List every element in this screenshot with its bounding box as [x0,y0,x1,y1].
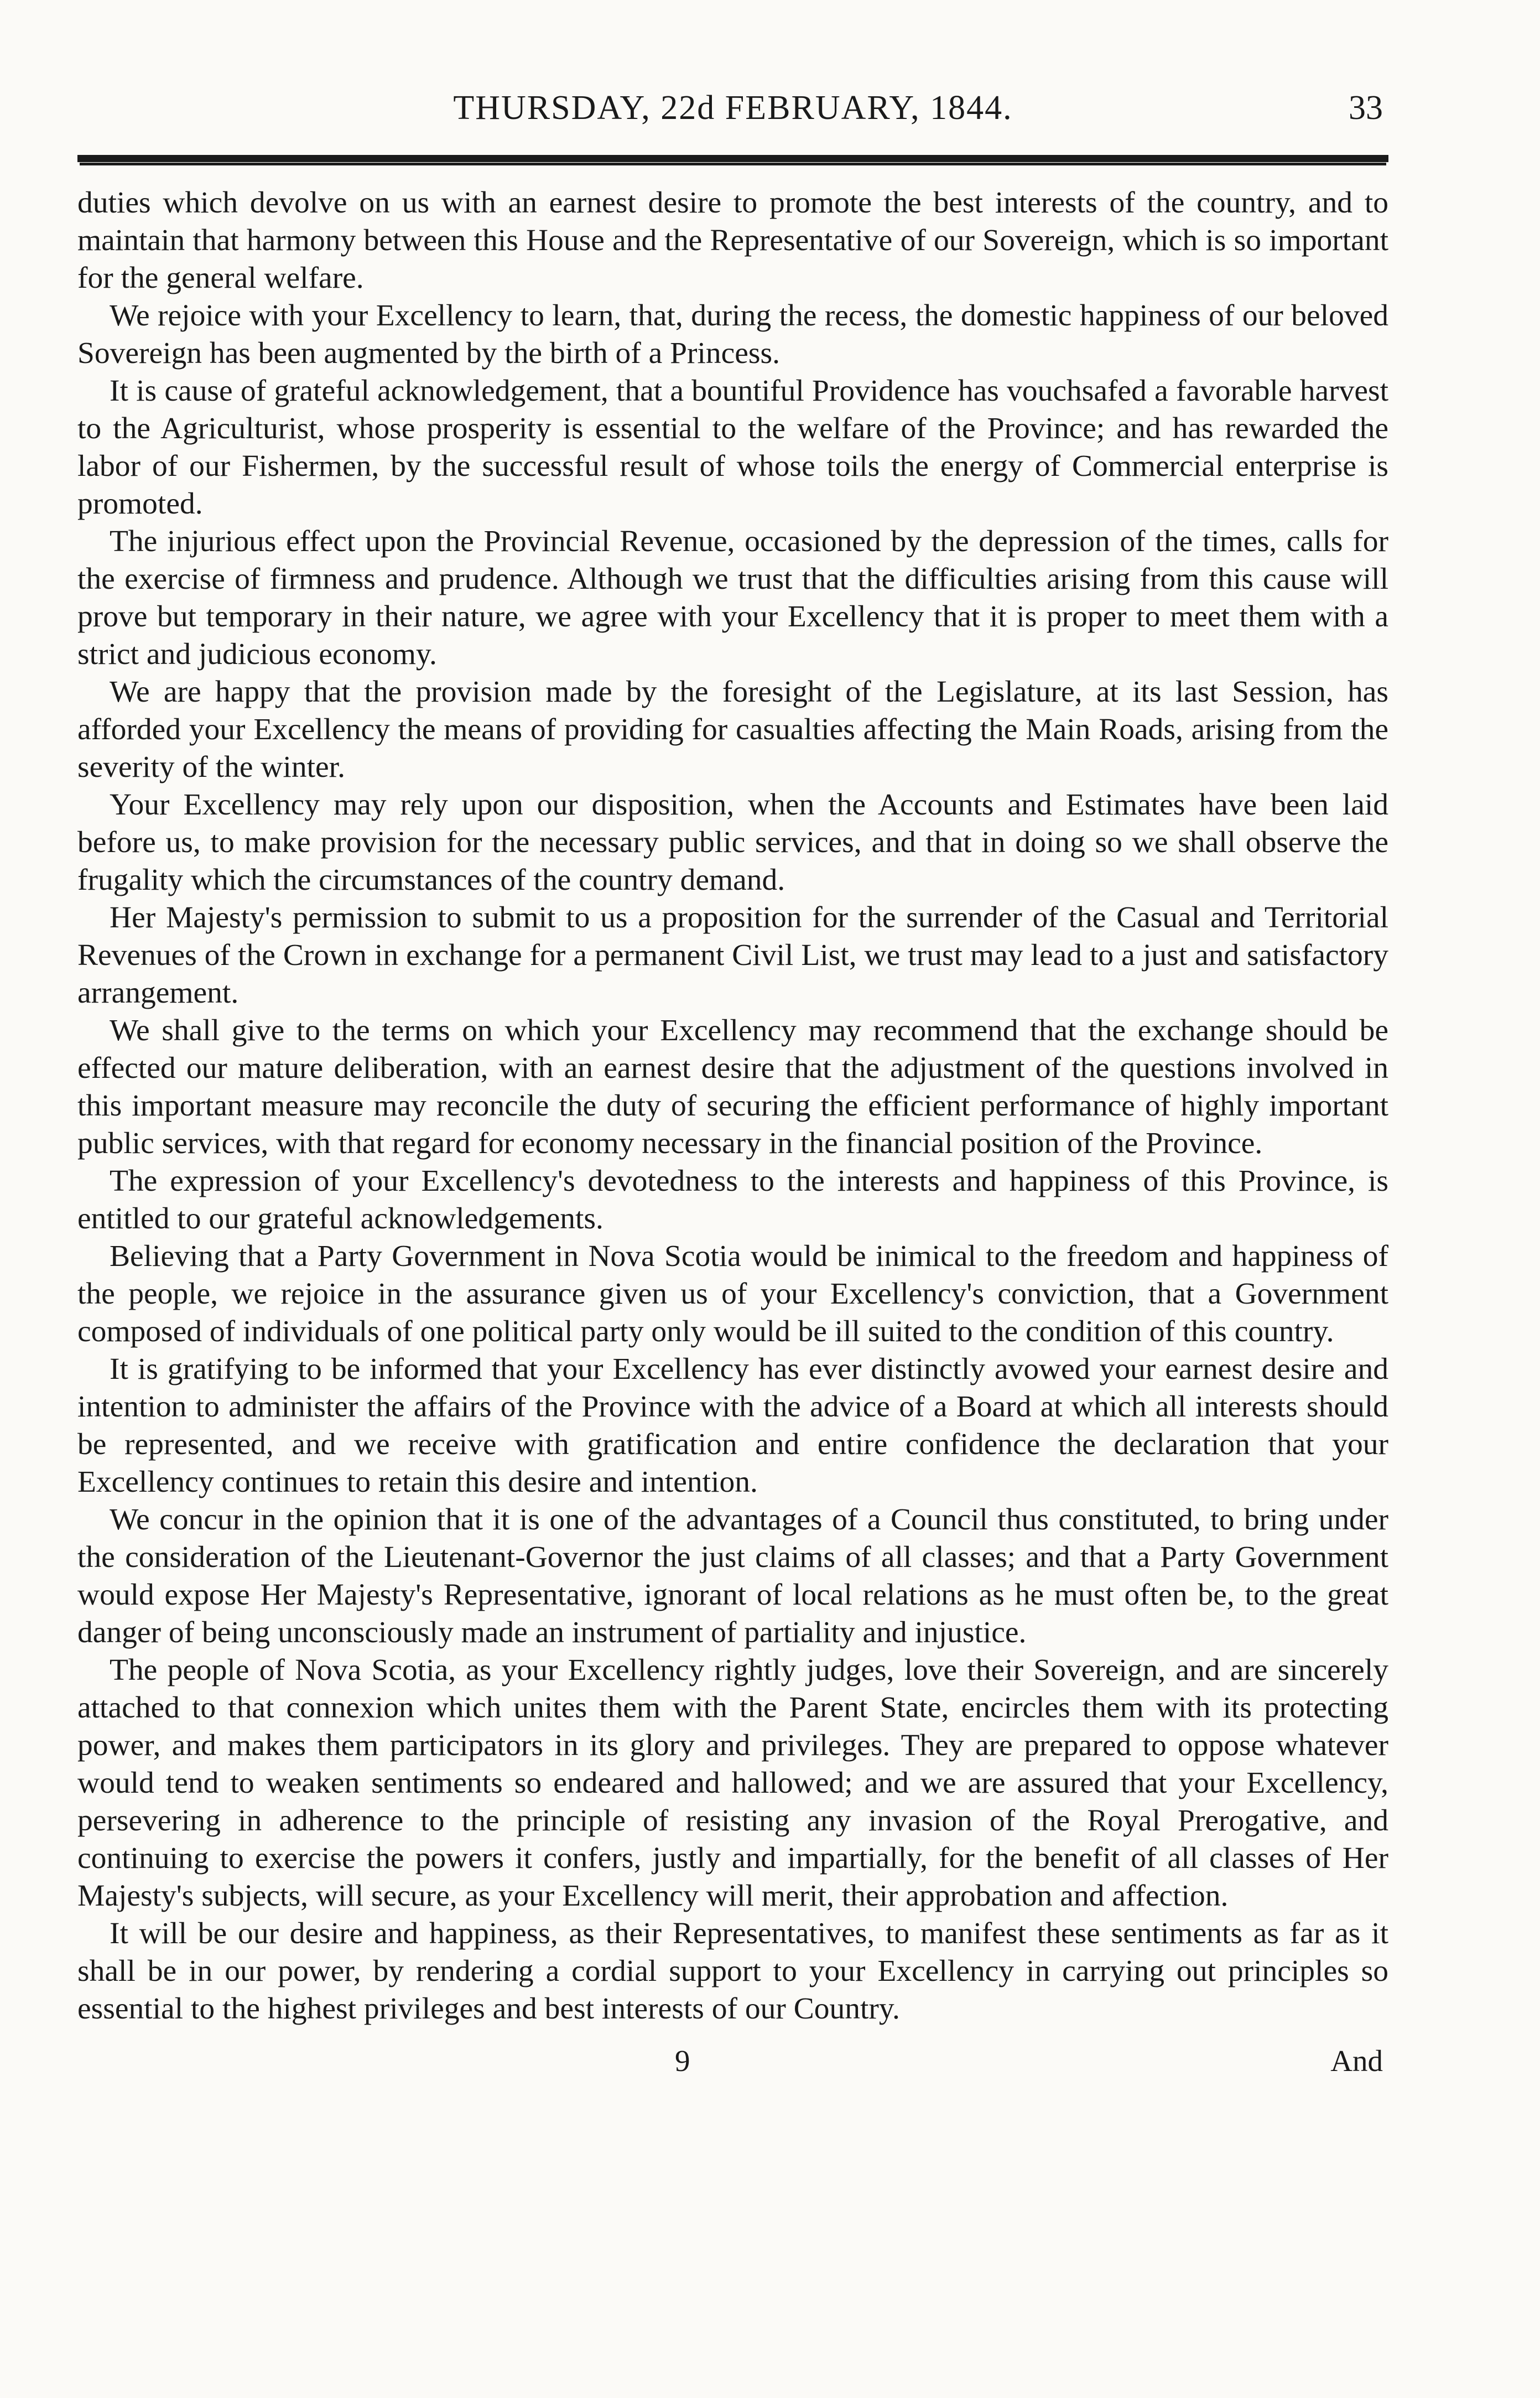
paragraph: duties which devolve on us with an earnest desire to promote the best interests of the country, and to maintain that harmony between this House and the Representative of our Sovereign, which is so important for the general welfare. [77,186,1388,295]
paragraph: The expression of your Excellency's devotedness to the interests and happiness of this Province, is entitled to our grateful acknowledgements. [77,1164,1388,1236]
paragraph: We concur in the opinion that it is one of the advantages of a Council thus constituted, to bring under the consideration of the Lieutenant-Governor the just claims of all classes; and that a Party Government would expose Her Majesty's Representative, ignorant of local relations as he must often be, to the great danger of being unconsciously made an instrument of partiality and injustice. [77,1503,1388,1649]
catchword: And [1330,2044,1383,2078]
page-header [77,89,1388,155]
paragraph: We rejoice with your Excellency to learn, that, during the recess, the domestic happiness of our beloved Sovereign has been augmented by the birth of a Princess. [77,299,1388,370]
page-footer [77,2043,1388,2088]
body-text [77,184,1388,2028]
signature-mark: 9 [675,2044,690,2078]
page-number: 33 [1349,89,1383,127]
paragraph: Believing that a Party Government in Nova Scotia would be inimical to the freedom and happiness of the people, we rejoice in the assurance given us of your Excellency's conviction, that a Government composed of individuals of one political party only would be ill suited to the condition of this country. [77,1239,1388,1348]
document-page [77,89,1388,2088]
paragraph: It is gratifying to be informed that your Excellency has ever distinctly avowed your earnest desire and intention to administer the affairs of the Province with the advice of a Board at which all interests should be represented, and we receive with gratification and entire confidence the declaration that your Excellency continues to retain this desire and intention. [77,1352,1388,1499]
paragraph: The people of Nova Scotia, as your Excellency rightly judges, love their Sovereign, and are sincerely attached to that connexion which unites them with the Parent State, encircles them with its protecting power, and makes them participators in its glory and privileges. They are prepared to oppose whatever would tend to weaken sentiments so endeared and hallowed; and we are assured that your Excellency, persevering in adherence to the principle of resisting any invasion of the Royal Prerogative, and continuing to exercise the powers it confers, justly and impartially, for the benefit of all classes of Her Majesty's subjects, will secure, as your Excellency will merit, their approbation and affection. [77,1653,1388,1913]
paragraph: The injurious effect upon the Provincial Revenue, occasioned by the depression of the times, calls for the exercise of firmness and prudence. Although we trust that the difficulties arising from this cause will prove but temporary in their nature, we agree with your Excellency that it is proper to meet them with a strict and judicious economy. [77,525,1388,671]
paragraph: Your Excellency may rely upon our disposition, when the Accounts and Estimates have been laid before us, to make provision for the necessary public services, and that in doing so we shall observe the frugality which the circumstances of the country demand. [77,788,1388,897]
paragraph: We shall give to the terms on which your Excellency may recommend that the exchange should be effected our mature deliberation, with an earnest desire that the adjustment of the questions involved in this important measure may reconcile the duty of securing the efficient performance of highly important public services, with that regard for economy necessary in the financial position of the Province. [77,1014,1388,1160]
header-rule [77,155,1388,162]
paragraph: Her Majesty's permission to submit to us a proposition for the surrender of the Casual and Territorial Revenues of the Crown in exchange for a permanent Civil List, we trust may lead to a just and satisfactory arrangement. [77,901,1388,1010]
paragraph: It will be our desire and happiness, as their Representatives, to manifest these sentiments as far as it shall be in our power, by rendering a cordial support to your Excellency in carrying out principles so essential to the highest privileges and best interests of our Country. [77,1917,1388,2026]
running-head: THURSDAY, 22d FEBRUARY, 1844. [453,89,1013,127]
paragraph: It is cause of grateful acknowledgement, that a bountiful Providence has vouchsafed a favorable harvest to the Agriculturist, whose prosperity is essential to the welfare of the Province; and has rewarded the labor of our Fishermen, by the successful result of whose toils the energy of Commercial enterprise is promoted. [77,374,1388,521]
paragraph: We are happy that the provision made by the foresight of the Legislature, at its last Session, has afforded your Excellency the means of providing for casualties affecting the Main Roads, arising from the severity of the winter. [77,675,1388,784]
